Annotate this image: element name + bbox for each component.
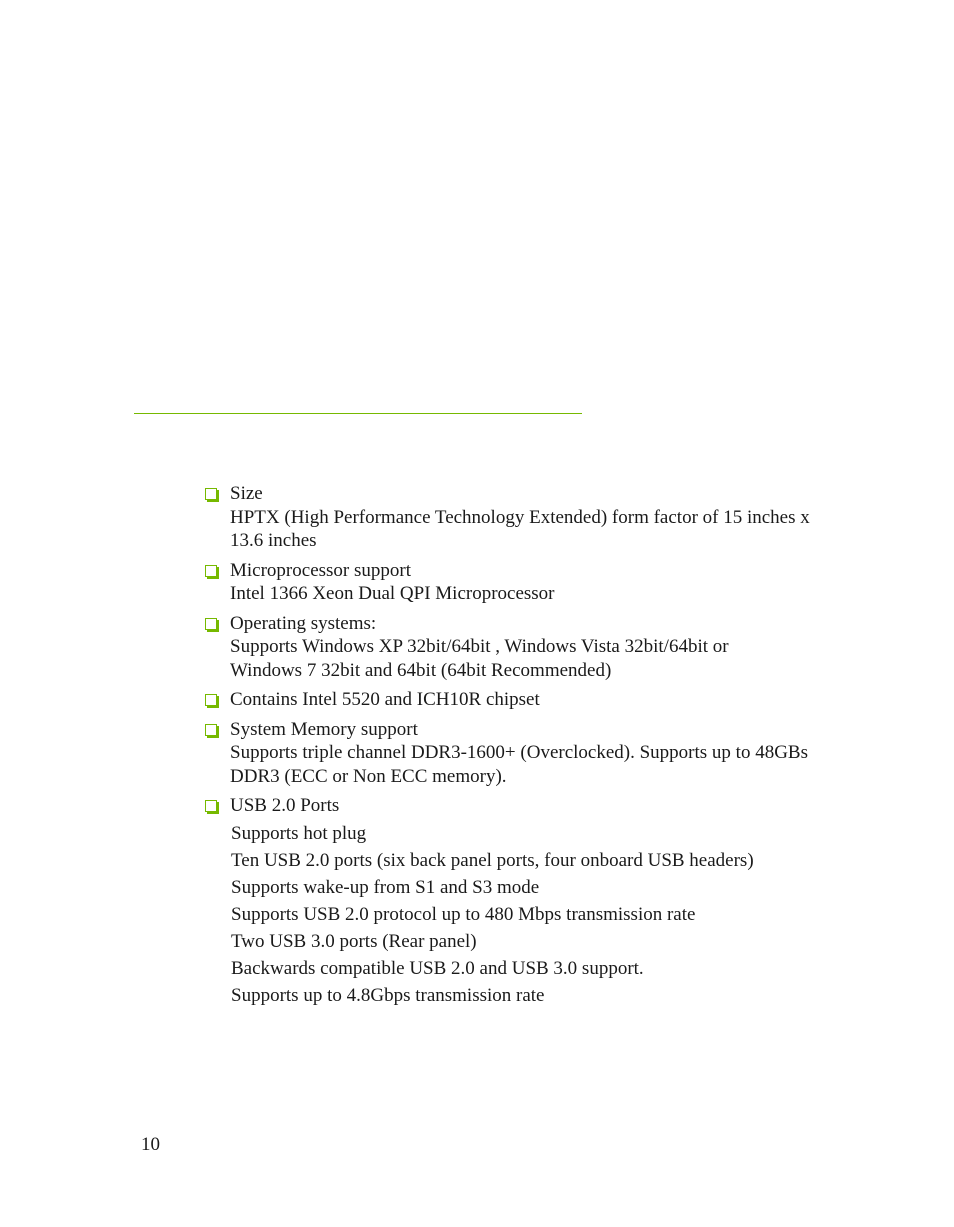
- feature-title: USB 2.0 Ports: [230, 795, 340, 816]
- list-item: Two USB 3.0 ports (Rear panel): [231, 931, 477, 952]
- feature-item-chipset: [205, 688, 885, 712]
- feature-title: Contains Intel 5520 and ICH10R chipset: [230, 689, 540, 710]
- page-number: 10: [141, 1134, 160, 1155]
- checkbox-bullet-icon: [205, 694, 217, 706]
- feature-description-line: Supports triple channel DDR3-1600+ (Overclocked). Supports up to 48GBs: [230, 742, 808, 763]
- list-item: Ten USB 2.0 ports (six back panel ports, four onboard USB headers): [231, 850, 754, 871]
- feature-description-line: Intel 1366 Xeon Dual QPI Microprocessor: [230, 583, 555, 604]
- list-item: Backwards compatible USB 2.0 and USB 3.0 support.: [231, 958, 644, 979]
- feature-item-system-memory: [205, 718, 885, 789]
- checkbox-bullet-icon: [205, 565, 217, 577]
- usb-details-list: [231, 820, 754, 1009]
- feature-description-line: Supports Windows XP 32bit/64bit , Windows Vista 32bit/64bit or: [230, 636, 729, 657]
- feature-title: System Memory support: [230, 718, 418, 740]
- feature-item-operating-systems: [205, 612, 885, 683]
- feature-title: Microprocessor support: [230, 559, 411, 581]
- list-item: Supports wake-up from S1 and S3 mode: [231, 877, 540, 898]
- checkbox-bullet-icon: [205, 800, 217, 812]
- feature-list: [205, 482, 885, 824]
- feature-item-size: [205, 482, 885, 553]
- feature-item-microprocessor: [205, 559, 885, 606]
- feature-description-line: 13.6 inches: [230, 530, 317, 551]
- list-item: Supports USB 2.0 protocol up to 480 Mbps transmission rate: [231, 904, 696, 925]
- feature-title: Size: [230, 483, 263, 504]
- feature-item-usb-ports: [205, 794, 885, 818]
- feature-description-line: HPTX (High Performance Technology Extended) form factor of 15 inches x: [230, 506, 810, 528]
- feature-description-line: Windows 7 32bit and 64bit (64bit Recommended): [230, 659, 612, 681]
- checkbox-bullet-icon: [205, 618, 217, 630]
- checkbox-bullet-icon: [205, 488, 217, 500]
- checkbox-bullet-icon: [205, 724, 217, 736]
- feature-description-line: DDR3 (ECC or Non ECC memory).: [230, 765, 507, 787]
- list-item: Supports hot plug: [231, 823, 367, 844]
- feature-title: Operating systems:: [230, 612, 377, 634]
- section-divider-line: [134, 413, 582, 414]
- list-item: Supports up to 4.8Gbps transmission rate: [231, 985, 545, 1006]
